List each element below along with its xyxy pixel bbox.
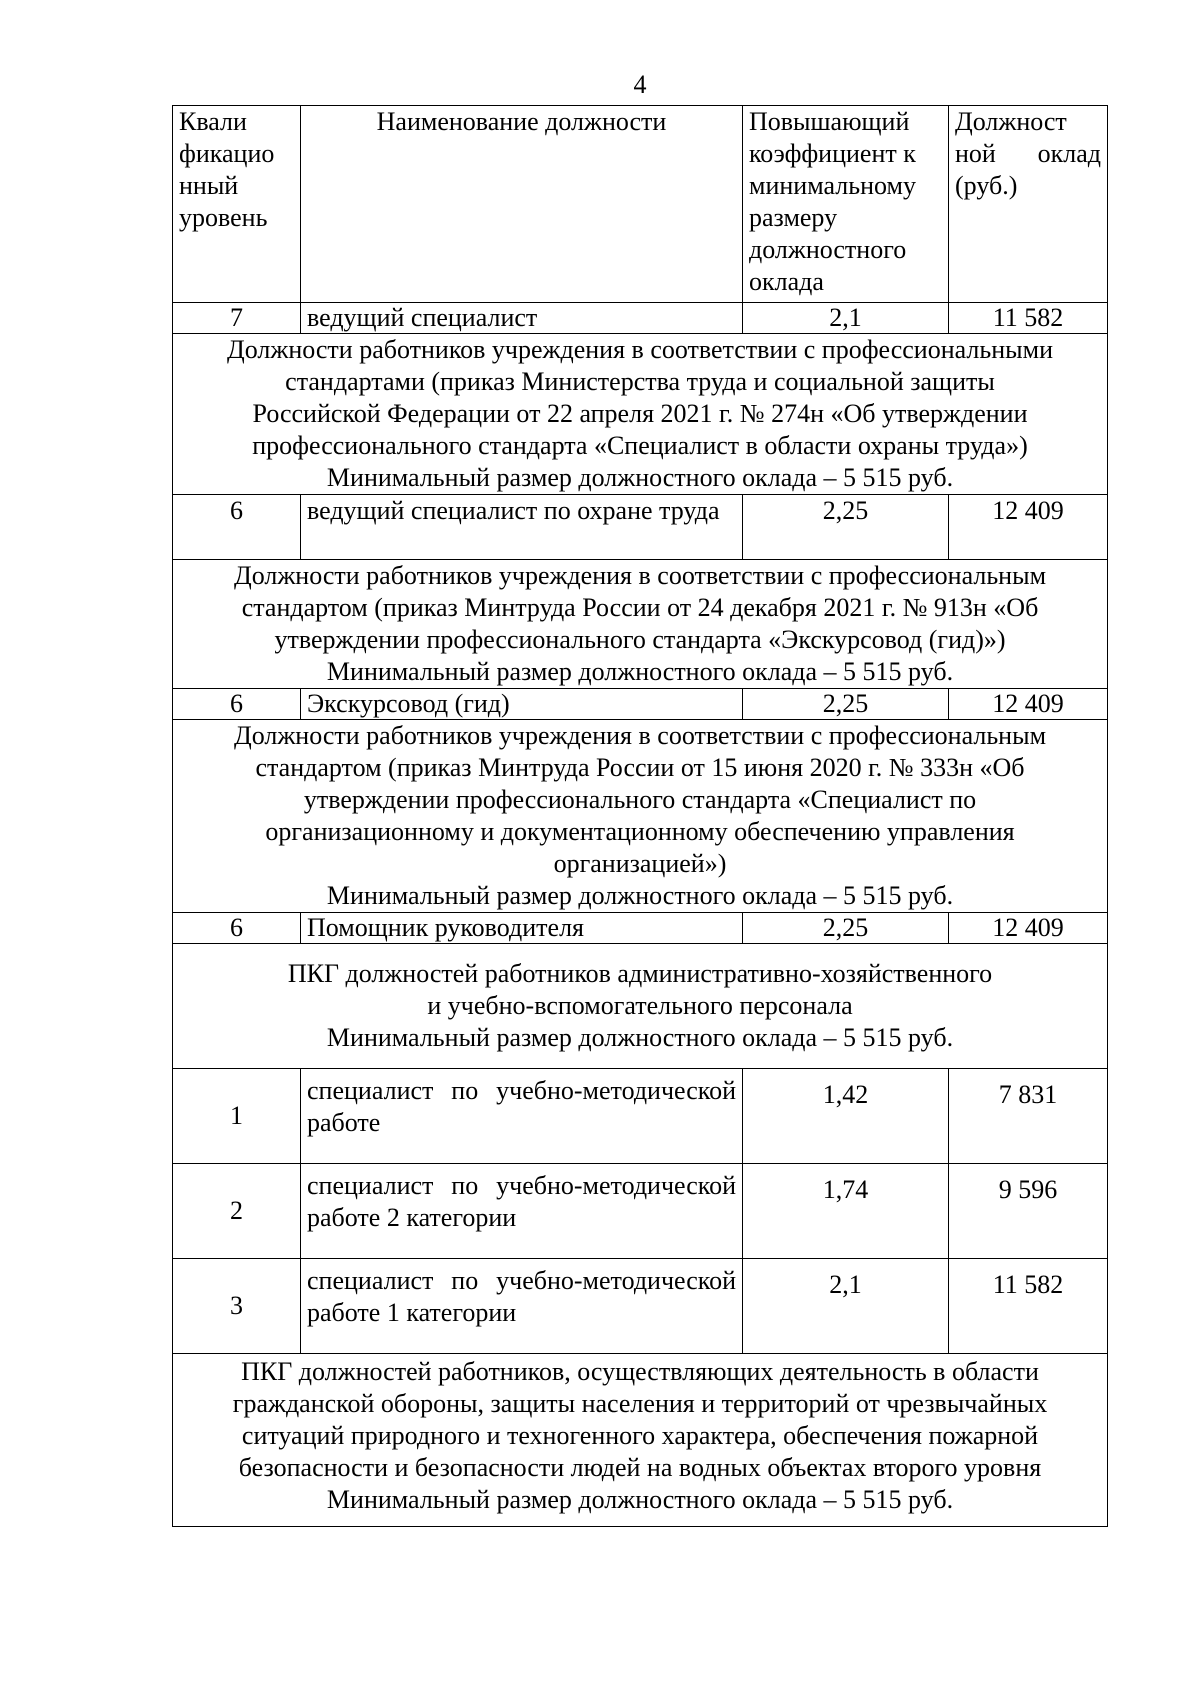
group-heading-tour-guide: [173, 560, 1108, 689]
position-name-cell: ведущий специалист по охране труда: [301, 495, 743, 560]
group-line: Минимальный размер должностного оклада – 5 515 руб.: [326, 463, 954, 492]
position-name-cell: Экскурсовод (гид): [301, 689, 743, 720]
level-cell: 6: [173, 913, 301, 944]
page-number: 4: [633, 70, 647, 99]
salary-cell: 9 596: [949, 1164, 1108, 1259]
position-name-cell: специалист по учебно-методической работе: [301, 1069, 743, 1164]
group-line: стандартом (приказ Минтруда России от 15 июня 2020 г. № 333н «Об: [255, 753, 1025, 782]
header-level: Квали фикацио нный уровень: [173, 106, 301, 303]
level-cell: 6: [173, 495, 301, 560]
group-heading-civil-defense: [173, 1354, 1108, 1527]
group-line: стандартами (приказ Министерства труда и социальной защиты: [285, 367, 995, 396]
table-row: [173, 1069, 1108, 1164]
group-heading-admin-staff: [173, 944, 1108, 1069]
group-line: Минимальный размер должностного оклада – 5 515 руб.: [326, 657, 954, 686]
table-row: [173, 1164, 1108, 1259]
group-line: безопасности и безопасности людей на водных объектах второго уровня: [238, 1453, 1042, 1482]
group-line: Должности работников учреждения в соответствии с профессиональными: [227, 335, 1053, 364]
coefficient-cell: 1,42: [743, 1069, 949, 1164]
group-line: ситуаций природного и техногенного характера, обеспечения пожарной: [241, 1421, 1039, 1450]
table-row: [173, 303, 1108, 334]
group-line: гражданской обороны, защиты населения и территорий от чрезвычайных: [232, 1389, 1048, 1418]
group-line: Должности работников учреждения в соответствии с профессиональным: [233, 561, 1047, 590]
group-line: Российской Федерации от 22 апреля 2021 г. № 274н «Об утверждении: [252, 399, 1028, 428]
header-coefficient: Повышающий коэффициент к минимальному размеру должностного оклада: [743, 106, 949, 303]
group-heading-assistant: [173, 720, 1108, 913]
table-row: [173, 1259, 1108, 1354]
group-row: [173, 334, 1108, 495]
group-row: [173, 944, 1108, 1069]
position-name-cell: ведущий специалист: [301, 303, 743, 334]
group-line: организацией»): [553, 849, 727, 878]
salary-table: [172, 105, 1108, 1527]
group-line: ПКГ должностей работников, осуществляющих деятельность в области: [241, 1357, 1039, 1386]
position-name-cell: специалист по учебно-методической работе 1 категории: [301, 1259, 743, 1354]
coefficient-cell: 2,1: [743, 303, 949, 334]
coefficient-cell: 2,25: [743, 495, 949, 560]
group-line: Должности работников учреждения в соответствии с профессиональным: [233, 721, 1047, 750]
salary-cell: 12 409: [949, 913, 1108, 944]
group-row: [173, 720, 1108, 913]
level-cell: 7: [173, 303, 301, 334]
position-name-cell: специалист по учебно-методической работе 2 категории: [301, 1164, 743, 1259]
salary-cell: 11 582: [949, 303, 1108, 334]
group-line: профессионального стандарта «Специалист в области охраны труда»): [252, 431, 1028, 460]
table-header-row: [173, 106, 1108, 303]
group-line: утверждении профессионального стандарта «Специалист по: [303, 785, 977, 814]
group-line: и учебно-вспомогательного персонала: [427, 991, 853, 1020]
coefficient-cell: 2,25: [743, 913, 949, 944]
salary-cell: 7 831: [949, 1069, 1108, 1164]
group-line: Минимальный размер должностного оклада – 5 515 руб.: [326, 1485, 954, 1514]
group-line: Минимальный размер должностного оклада – 5 515 руб.: [326, 881, 954, 910]
coefficient-cell: 1,74: [743, 1164, 949, 1259]
group-line: стандартом (приказ Минтруда России от 24 декабря 2021 г. № 913н «Об: [241, 593, 1039, 622]
header-name: Наименование должности: [301, 106, 743, 303]
level-cell: 2: [173, 1164, 301, 1259]
group-heading-labor-safety: [173, 334, 1108, 495]
group-line: ПКГ должностей работников административно-хозяйственного: [287, 959, 993, 988]
level-cell: 1: [173, 1069, 301, 1164]
group-row: [173, 560, 1108, 689]
group-row: [173, 1354, 1108, 1527]
salary-cell: 11 582: [949, 1259, 1108, 1354]
coefficient-cell: 2,25: [743, 689, 949, 720]
group-line: организационному и документационному обеспечению управления: [265, 817, 1015, 846]
level-cell: 3: [173, 1259, 301, 1354]
group-line: утверждении профессионального стандарта «Экскурсовод (гид)»): [274, 625, 1006, 654]
level-cell: 6: [173, 689, 301, 720]
group-line: Минимальный размер должностного оклада – 5 515 руб.: [326, 1023, 954, 1052]
salary-cell: 12 409: [949, 495, 1108, 560]
table-row: [173, 495, 1108, 560]
table-row: [173, 913, 1108, 944]
table-row: [173, 689, 1108, 720]
position-name-cell: Помощник руководителя: [301, 913, 743, 944]
header-salary: Должност ной оклад (руб.): [949, 106, 1108, 303]
salary-cell: 12 409: [949, 689, 1108, 720]
coefficient-cell: 2,1: [743, 1259, 949, 1354]
